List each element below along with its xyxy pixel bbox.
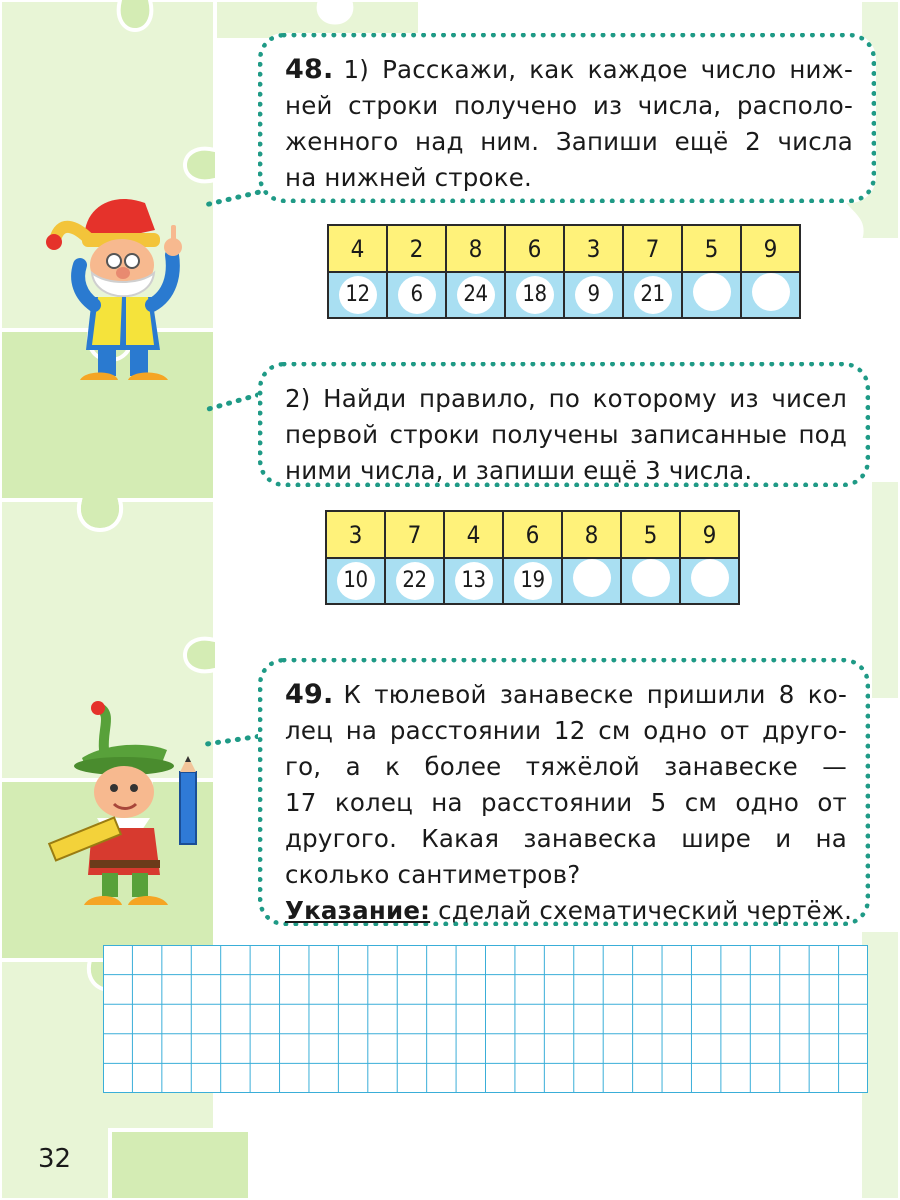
table-cell: 4	[328, 225, 387, 272]
answer-circle: 6	[398, 276, 436, 314]
answer-circle: 19	[514, 562, 552, 600]
task-text-line: 2) Найди правило, по которому из чисел	[285, 384, 847, 413]
task-text-line: К тюлевой занавеске пришили 8 ко-	[343, 680, 847, 709]
table-row-bottom	[328, 272, 800, 318]
answer-circle: 22	[396, 562, 434, 600]
answer-circle: 9	[575, 276, 613, 314]
table-cell: 9	[680, 511, 739, 558]
table-cell: 5	[621, 511, 680, 558]
task-text-line: 1) Расскажи, как каждое число ниж-	[343, 55, 853, 84]
answer-grid[interactable]	[103, 945, 868, 1093]
empty-answer-circle[interactable]	[691, 559, 729, 597]
empty-answer-circle[interactable]	[752, 273, 790, 311]
number-table-2	[325, 510, 740, 605]
task-text-line: женного над ним. Запиши ещё 2 числа	[285, 127, 853, 156]
task-number: 49.	[285, 679, 334, 710]
table-cell: 8	[562, 511, 621, 558]
answer-circle: 13	[455, 562, 493, 600]
number-table-1	[327, 224, 801, 319]
table-cell: 9	[741, 225, 800, 272]
answer-circle: 10	[337, 562, 375, 600]
task-text-line: го, а к более тяжёлой занавеске —	[285, 752, 847, 781]
task-number: 48.	[285, 54, 334, 85]
table-cell: 4	[444, 511, 503, 558]
table-row-top	[326, 511, 739, 558]
empty-answer-circle[interactable]	[693, 273, 731, 311]
task-text-line: ней строки получено из числа, располо-	[285, 91, 853, 120]
table-cell: 3	[326, 511, 385, 558]
task-48-part2-bubble	[258, 362, 870, 487]
table-cell: 3	[564, 225, 623, 272]
answer-circle: 24	[457, 276, 495, 314]
task-text-line: первой строки получены записанные под	[285, 420, 847, 449]
task-48-part1-bubble	[258, 33, 876, 203]
answer-circle: 12	[339, 276, 377, 314]
task-text-line: 17 колец на расстоянии 5 см одно от	[285, 788, 847, 817]
table-cell: 7	[385, 511, 444, 558]
page-number: 32	[38, 1144, 72, 1174]
table-row-top	[328, 225, 800, 272]
empty-answer-circle[interactable]	[632, 559, 670, 597]
answer-circle: 18	[516, 276, 554, 314]
task-text-line: другого. Какая занавеска шире и на	[285, 824, 847, 853]
table-cell: 8	[446, 225, 505, 272]
table-cell: 2	[387, 225, 446, 272]
hint-text: сделай схематический чертёж.	[438, 896, 853, 925]
task-text-line: на нижней строке.	[285, 163, 532, 192]
hint-line	[285, 893, 853, 929]
table-cell: 5	[682, 225, 741, 272]
empty-answer-circle[interactable]	[573, 559, 611, 597]
table-cell: 6	[505, 225, 564, 272]
task-text-line: ними числа, и запиши ещё 3 числа.	[285, 456, 753, 485]
task-text-line: лец на расстоянии 12 см одно от друго-	[285, 716, 847, 745]
table-cell: 6	[503, 511, 562, 558]
task-text-line: сколько сантиметров?	[285, 860, 581, 889]
table-row-bottom	[326, 558, 739, 604]
hint-label: Указание:	[285, 896, 431, 925]
table-cell: 7	[623, 225, 682, 272]
task-49-bubble	[258, 658, 870, 926]
answer-circle: 21	[634, 276, 672, 314]
